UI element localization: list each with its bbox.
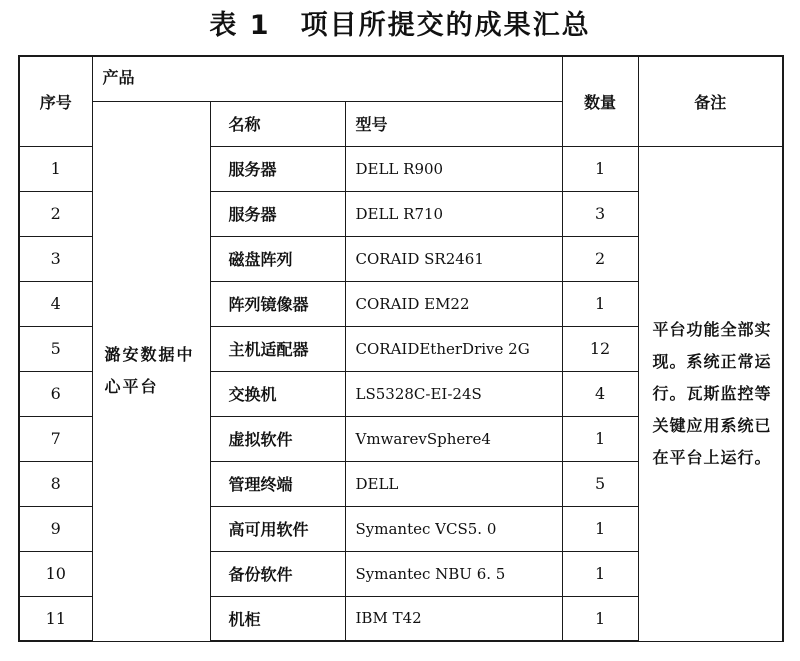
row-seq: 8: [19, 461, 92, 506]
row-name: 服务器: [210, 146, 345, 191]
table-caption: 项目所提交的成果汇总: [300, 10, 591, 41]
header-remark: 备注: [638, 56, 783, 146]
row-seq: 4: [19, 281, 92, 326]
row-model: VmwarevSphere4: [345, 416, 562, 461]
row-seq: 10: [19, 551, 92, 596]
row-qty: 1: [562, 506, 638, 551]
row-name: 机柜: [210, 596, 345, 641]
platform-cell: 潞安数据中心平台: [92, 101, 210, 641]
row-seq: 7: [19, 416, 92, 461]
row-name: 服务器: [210, 191, 345, 236]
row-seq: 6: [19, 371, 92, 416]
row-qty: 1: [562, 146, 638, 191]
row-model: Symantec NBU 6. 5: [345, 551, 562, 596]
header-model: 型号: [345, 101, 562, 146]
row-qty: 3: [562, 191, 638, 236]
row-qty: 4: [562, 371, 638, 416]
row-qty: 1: [562, 416, 638, 461]
row-model: Symantec VCS5. 0: [345, 506, 562, 551]
header-seq: 序号: [19, 56, 92, 146]
row-model: DELL R710: [345, 191, 562, 236]
row-model: IBM T42: [345, 596, 562, 641]
row-name: 主机适配器: [210, 326, 345, 371]
row-name: 高可用软件: [210, 506, 345, 551]
row-model: CORAID EM22: [345, 281, 562, 326]
row-qty: 1: [562, 281, 638, 326]
row-seq: 3: [19, 236, 92, 281]
remark-cell: 平台功能全部实现。系统正常运行。瓦斯监控等关键应用系统已在平台上运行。: [638, 146, 783, 641]
row-qty: 12: [562, 326, 638, 371]
row-model: CORAIDEtherDrive 2G: [345, 326, 562, 371]
row-model: DELL: [345, 461, 562, 506]
row-qty: 2: [562, 236, 638, 281]
row-seq: 9: [19, 506, 92, 551]
row-seq: 11: [19, 596, 92, 641]
table-title: [0, 6, 800, 46]
table-number: 表 1: [209, 10, 271, 41]
row-name: 磁盘阵列: [210, 236, 345, 281]
row-seq: 2: [19, 191, 92, 236]
row-name: 交换机: [210, 371, 345, 416]
row-qty: 5: [562, 461, 638, 506]
results-summary-table: [18, 55, 784, 642]
row-qty: 1: [562, 551, 638, 596]
header-row-1: [19, 56, 783, 101]
header-qty: 数量: [562, 56, 638, 146]
header-product: 产品: [92, 56, 562, 101]
row-seq: 1: [19, 146, 92, 191]
header-name: 名称: [210, 101, 345, 146]
row-model: LS5328C-EI-24S: [345, 371, 562, 416]
row-model: CORAID SR2461: [345, 236, 562, 281]
row-name: 阵列镜像器: [210, 281, 345, 326]
row-name: 虚拟软件: [210, 416, 345, 461]
row-name: 备份软件: [210, 551, 345, 596]
row-model: DELL R900: [345, 146, 562, 191]
row-seq: 5: [19, 326, 92, 371]
row-name: 管理终端: [210, 461, 345, 506]
row-qty: 1: [562, 596, 638, 641]
